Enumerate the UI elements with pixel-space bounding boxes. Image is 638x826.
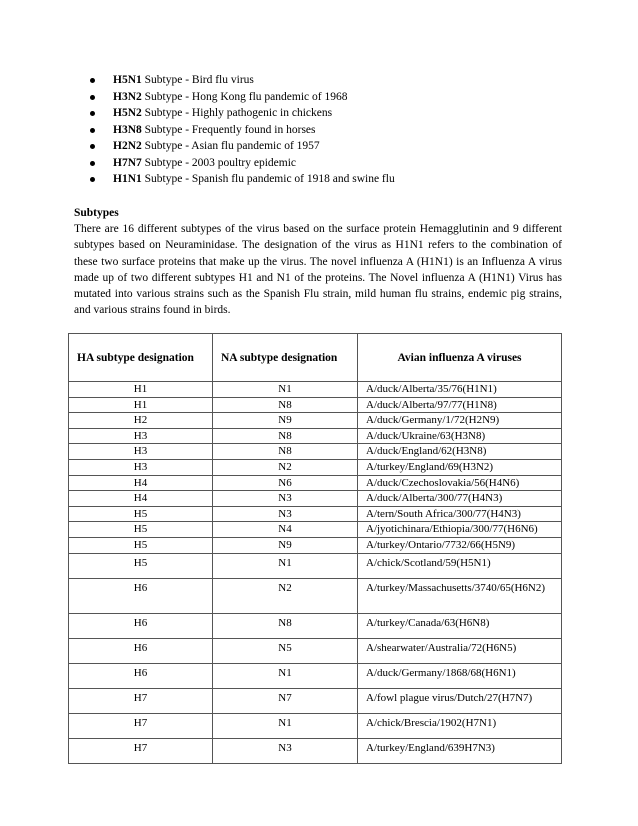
na-cell: N8 xyxy=(213,613,358,638)
bullet-text: Subtype - Hong Kong flu pandemic of 1968 xyxy=(141,90,348,103)
ha-cell: H5 xyxy=(69,553,213,578)
ha-cell: H6 xyxy=(69,613,213,638)
table-row xyxy=(69,537,562,553)
na-cell: N9 xyxy=(213,537,358,553)
virus-cell: A/chick/Brescia/1902(H7N1) xyxy=(358,713,562,738)
na-cell: N8 xyxy=(213,444,358,460)
bullet-text: Subtype - Spanish flu pandemic of 1918 and swine flu xyxy=(141,173,395,185)
table-row xyxy=(69,459,562,475)
table-row xyxy=(69,413,562,429)
header-ha-subtype: HA subtype designation xyxy=(69,334,213,382)
virus-cell: A/duck/England/62(H3N8) xyxy=(358,444,562,460)
table-row xyxy=(69,713,562,738)
virus-cell: A/duck/Alberta/35/76(H1N1) xyxy=(358,382,562,398)
virus-cell: A/duck/Alberta/97/77(H1N8) xyxy=(358,397,562,413)
avian-influenza-table xyxy=(68,333,562,764)
bullet-dot-icon xyxy=(90,144,95,149)
na-cell: N5 xyxy=(213,638,358,663)
table-row xyxy=(69,382,562,398)
subtype-bullet-list xyxy=(90,72,395,188)
bullet-item xyxy=(90,122,395,139)
bullet-item xyxy=(90,155,395,172)
table-row xyxy=(69,553,562,578)
na-cell: N3 xyxy=(213,506,358,522)
ha-cell: H2 xyxy=(69,413,213,429)
bullet-text: Subtype - Frequently found in horses xyxy=(141,123,316,136)
virus-cell: A/duck/Ukraine/63(H3N8) xyxy=(358,428,562,444)
bullet-dot-icon xyxy=(90,161,95,166)
bullet-dot-icon xyxy=(90,128,95,133)
table-row xyxy=(69,397,562,413)
bullet-code: H5N1 xyxy=(113,74,142,86)
table-row xyxy=(69,613,562,638)
na-cell: N8 xyxy=(213,428,358,444)
table-row xyxy=(69,663,562,688)
na-cell: N2 xyxy=(213,459,358,475)
bullet-code: H3N2 xyxy=(113,90,142,103)
bullet-item xyxy=(90,171,395,188)
na-cell: N7 xyxy=(213,688,358,713)
virus-cell: A/duck/Czechoslovakia/56(H4N6) xyxy=(358,475,562,491)
na-cell: N8 xyxy=(213,397,358,413)
bullet-item xyxy=(90,138,395,155)
bullet-item xyxy=(90,89,395,106)
subtypes-paragraph: There are 16 different subtypes of the virus based on the surface protein Hemagglutinin and 9 different subtypes based on Neuraminidase. The designation of the virus as H1N1 refers to the combination of these two surface proteins that make up the virus. The novel influenza A (H1N1) is an Influenza A virus made up of two different subtypes H1 and N1 of the proteins. The Novel influenza A (H1N1) Virus has mutated into various strains such as the Spanish Flu strain, mild human flu strains, endemic pig strains, and various strains found in birds. xyxy=(74,223,562,317)
bullet-text: Subtype - Asian flu pandemic of 1957 xyxy=(141,140,320,152)
table-row xyxy=(69,578,562,613)
virus-cell: A/duck/Germany/1/72(H2N9) xyxy=(358,413,562,429)
ha-cell: H1 xyxy=(69,397,213,413)
ha-cell: H6 xyxy=(69,638,213,663)
table-row xyxy=(69,444,562,460)
na-cell: N4 xyxy=(213,522,358,538)
ha-cell: H7 xyxy=(69,713,213,738)
table-row xyxy=(69,738,562,763)
bullet-code: H7N7 xyxy=(113,156,142,169)
ha-cell: H3 xyxy=(69,428,213,444)
ha-cell: H7 xyxy=(69,738,213,763)
bullet-text: Subtype - Highly pathogenic in chickens xyxy=(141,107,333,119)
ha-cell: H4 xyxy=(69,491,213,507)
virus-cell: A/duck/Germany/1868/68(H6N1) xyxy=(358,663,562,688)
ha-cell: H3 xyxy=(69,459,213,475)
na-cell: N1 xyxy=(213,663,358,688)
table-row xyxy=(69,506,562,522)
ha-cell: H1 xyxy=(69,382,213,398)
virus-cell: A/turkey/Ontario/7732/66(H5N9) xyxy=(358,537,562,553)
virus-cell: A/duck/Alberta/300/77(H4N3) xyxy=(358,491,562,507)
na-cell: N2 xyxy=(213,578,358,613)
table-row xyxy=(69,688,562,713)
bullet-code: H2N2 xyxy=(113,140,142,152)
table-row xyxy=(69,522,562,538)
bullet-code: H1N1 xyxy=(113,173,142,185)
bullet-text: Subtype - 2003 poultry epidemic xyxy=(141,156,297,169)
ha-cell: H5 xyxy=(69,522,213,538)
virus-cell: A/turkey/Massachusetts/3740/65(H6N2) xyxy=(358,578,562,613)
subtypes-heading: Subtypes xyxy=(74,207,119,219)
na-cell: N3 xyxy=(213,491,358,507)
virus-cell: A/shearwater/Australia/72(H6N5) xyxy=(358,638,562,663)
table-row xyxy=(69,638,562,663)
bullet-code: H3N8 xyxy=(113,123,142,136)
ha-cell: H5 xyxy=(69,537,213,553)
bullet-dot-icon xyxy=(90,111,95,116)
virus-cell: A/turkey/Canada/63(H6N8) xyxy=(358,613,562,638)
virus-cell: A/turkey/England/639H7N3) xyxy=(358,738,562,763)
virus-cell: A/turkey/England/69(H3N2) xyxy=(358,459,562,475)
table-row xyxy=(69,428,562,444)
table-row xyxy=(69,491,562,507)
na-cell: N1 xyxy=(213,553,358,578)
na-cell: N1 xyxy=(213,713,358,738)
ha-cell: H6 xyxy=(69,663,213,688)
bullet-code: H5N2 xyxy=(113,107,142,119)
table-row xyxy=(69,475,562,491)
bullet-dot-icon xyxy=(90,95,95,100)
header-na-subtype: NA subtype designation xyxy=(213,334,358,382)
virus-cell: A/jyotichinara/Ethiopia/300/77(H6N6) xyxy=(358,522,562,538)
virus-cell: A/chick/Scotland/59(H5N1) xyxy=(358,553,562,578)
ha-cell: H7 xyxy=(69,688,213,713)
na-cell: N3 xyxy=(213,738,358,763)
bullet-text: Subtype - Bird flu virus xyxy=(141,74,254,86)
na-cell: N1 xyxy=(213,382,358,398)
bullet-dot-icon xyxy=(90,78,95,83)
subtypes-section xyxy=(74,206,562,319)
ha-cell: H3 xyxy=(69,444,213,460)
virus-cell: A/tern/South Africa/300/77(H4N3) xyxy=(358,506,562,522)
na-cell: N6 xyxy=(213,475,358,491)
bullet-item xyxy=(90,105,395,122)
bullet-item xyxy=(90,72,395,89)
na-cell: N9 xyxy=(213,413,358,429)
table-header-row xyxy=(69,334,562,382)
ha-cell: H5 xyxy=(69,506,213,522)
bullet-dot-icon xyxy=(90,177,95,182)
virus-cell: A/fowl plague virus/Dutch/27(H7N7) xyxy=(358,688,562,713)
ha-cell: H4 xyxy=(69,475,213,491)
header-avian-viruses: Avian influenza A viruses xyxy=(358,334,562,382)
ha-cell: H6 xyxy=(69,578,213,613)
